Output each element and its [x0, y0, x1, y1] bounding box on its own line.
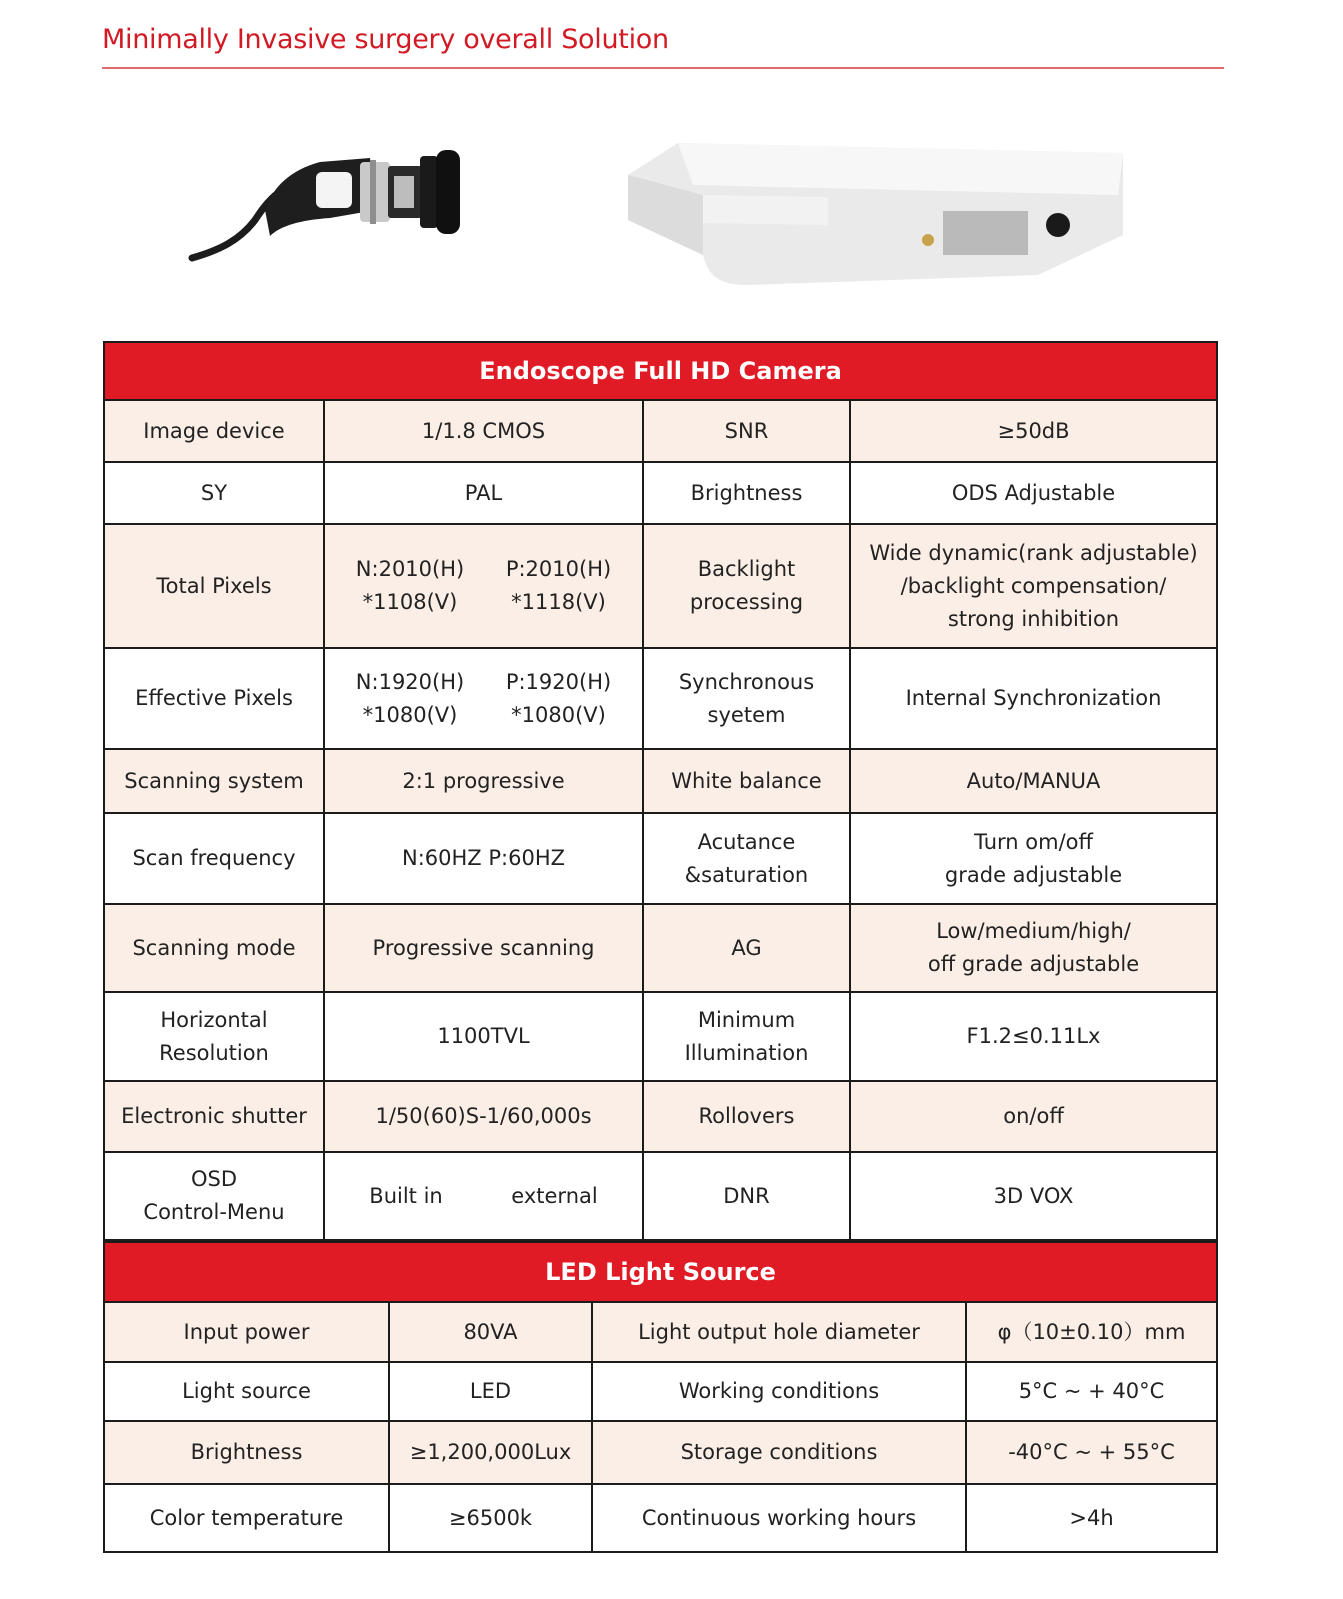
spec-label: Acutance &saturation	[643, 813, 850, 904]
table-row	[104, 1484, 1217, 1552]
page-title: Minimally Invasive surgery overall Solution	[102, 24, 669, 55]
spec-value: N:2010(H) *1108(V) P:2010(H) *1118(V)	[324, 524, 643, 648]
spec-value: Built in external	[324, 1152, 643, 1240]
spec-label: Brightness	[104, 1421, 389, 1484]
spec-label: Backlight processing	[643, 524, 850, 648]
spec-value: ≥6500k	[389, 1484, 592, 1552]
spec-value: N:1920(H) *1080(V) P:1920(H) *1080(V)	[324, 648, 643, 749]
spec-label: Scan frequency	[104, 813, 324, 904]
spec-value: 1100TVL	[324, 992, 643, 1081]
spec-label: Input power	[104, 1302, 389, 1362]
table-row	[104, 1302, 1217, 1362]
spec-value: φ（10±0.10）mm	[966, 1302, 1217, 1362]
spec-value: >4h	[966, 1484, 1217, 1552]
spec-value: Wide dynamic(rank adjustable) /backlight compensation/ strong inhibition	[850, 524, 1217, 648]
spec-label: Rollovers	[643, 1081, 850, 1152]
title-divider	[102, 67, 1224, 69]
camera-spec-table	[103, 341, 1218, 1241]
spec-value: 1/50(60)S-1/60,000s	[324, 1081, 643, 1152]
spec-label: AG	[643, 904, 850, 992]
spec-value: Progressive scanning	[324, 904, 643, 992]
spec-label: Storage conditions	[592, 1421, 966, 1484]
spec-value: Turn om/off grade adjustable	[850, 813, 1217, 904]
spec-label: Brightness	[643, 462, 850, 524]
spec-value: Low/medium/high/ off grade adjustable	[850, 904, 1217, 992]
spec-label: Minimum Illumination	[643, 992, 850, 1081]
table-row	[104, 462, 1217, 524]
spec-label: Total Pixels	[104, 524, 324, 648]
spec-value: 80VA	[389, 1302, 592, 1362]
spec-label: Light source	[104, 1362, 389, 1421]
table-row	[104, 648, 1217, 749]
spec-label: Image device	[104, 400, 324, 462]
spec-label: White balance	[643, 749, 850, 813]
table-row	[104, 1421, 1217, 1484]
camera-control-unit-image	[618, 125, 1138, 295]
spec-label: DNR	[643, 1152, 850, 1240]
spec-label: Effective Pixels	[104, 648, 324, 749]
spec-label: SNR	[643, 400, 850, 462]
table-row	[104, 813, 1217, 904]
camera-head-image	[180, 140, 480, 290]
table-row	[104, 749, 1217, 813]
spec-label: Electronic shutter	[104, 1081, 324, 1152]
spec-value: 3D VOX	[850, 1152, 1217, 1240]
spec-label: Scanning mode	[104, 904, 324, 992]
spec-label: Continuous working hours	[592, 1484, 966, 1552]
table-row	[104, 524, 1217, 648]
spec-label: Light output hole diameter	[592, 1302, 966, 1362]
spec-value: 2:1 progressive	[324, 749, 643, 813]
table-row	[104, 904, 1217, 992]
spec-value: N:60HZ P:60HZ	[324, 813, 643, 904]
spec-value: on/off	[850, 1081, 1217, 1152]
spec-value: ≥1,200,000Lux	[389, 1421, 592, 1484]
spec-value: ≥50dB	[850, 400, 1217, 462]
camera-table-header: Endoscope Full HD Camera	[104, 342, 1217, 400]
spec-value: ODS Adjustable	[850, 462, 1217, 524]
spec-value: Internal Synchronization	[850, 648, 1217, 749]
table-row	[104, 1362, 1217, 1421]
spec-value: Auto/MANUA	[850, 749, 1217, 813]
table-row	[104, 400, 1217, 462]
spec-label: Working conditions	[592, 1362, 966, 1421]
spec-label: Synchronous syetem	[643, 648, 850, 749]
spec-label: OSD Control-Menu	[104, 1152, 324, 1240]
spec-value: LED	[389, 1362, 592, 1421]
spec-label: Color temperature	[104, 1484, 389, 1552]
spec-label: Scanning system	[104, 749, 324, 813]
table-row	[104, 1152, 1217, 1240]
spec-value: -40°C ~ + 55°C	[966, 1421, 1217, 1484]
table-row	[104, 1081, 1217, 1152]
spec-label: SY	[104, 462, 324, 524]
led-table-header: LED Light Source	[104, 1242, 1217, 1302]
spec-value: PAL	[324, 462, 643, 524]
spec-value: F1.2≤0.11Lx	[850, 992, 1217, 1081]
spec-value: 5°C ~ + 40°C	[966, 1362, 1217, 1421]
spec-label: Horizontal Resolution	[104, 992, 324, 1081]
led-spec-table	[103, 1241, 1218, 1553]
table-row	[104, 992, 1217, 1081]
spec-value: 1/1.8 CMOS	[324, 400, 643, 462]
